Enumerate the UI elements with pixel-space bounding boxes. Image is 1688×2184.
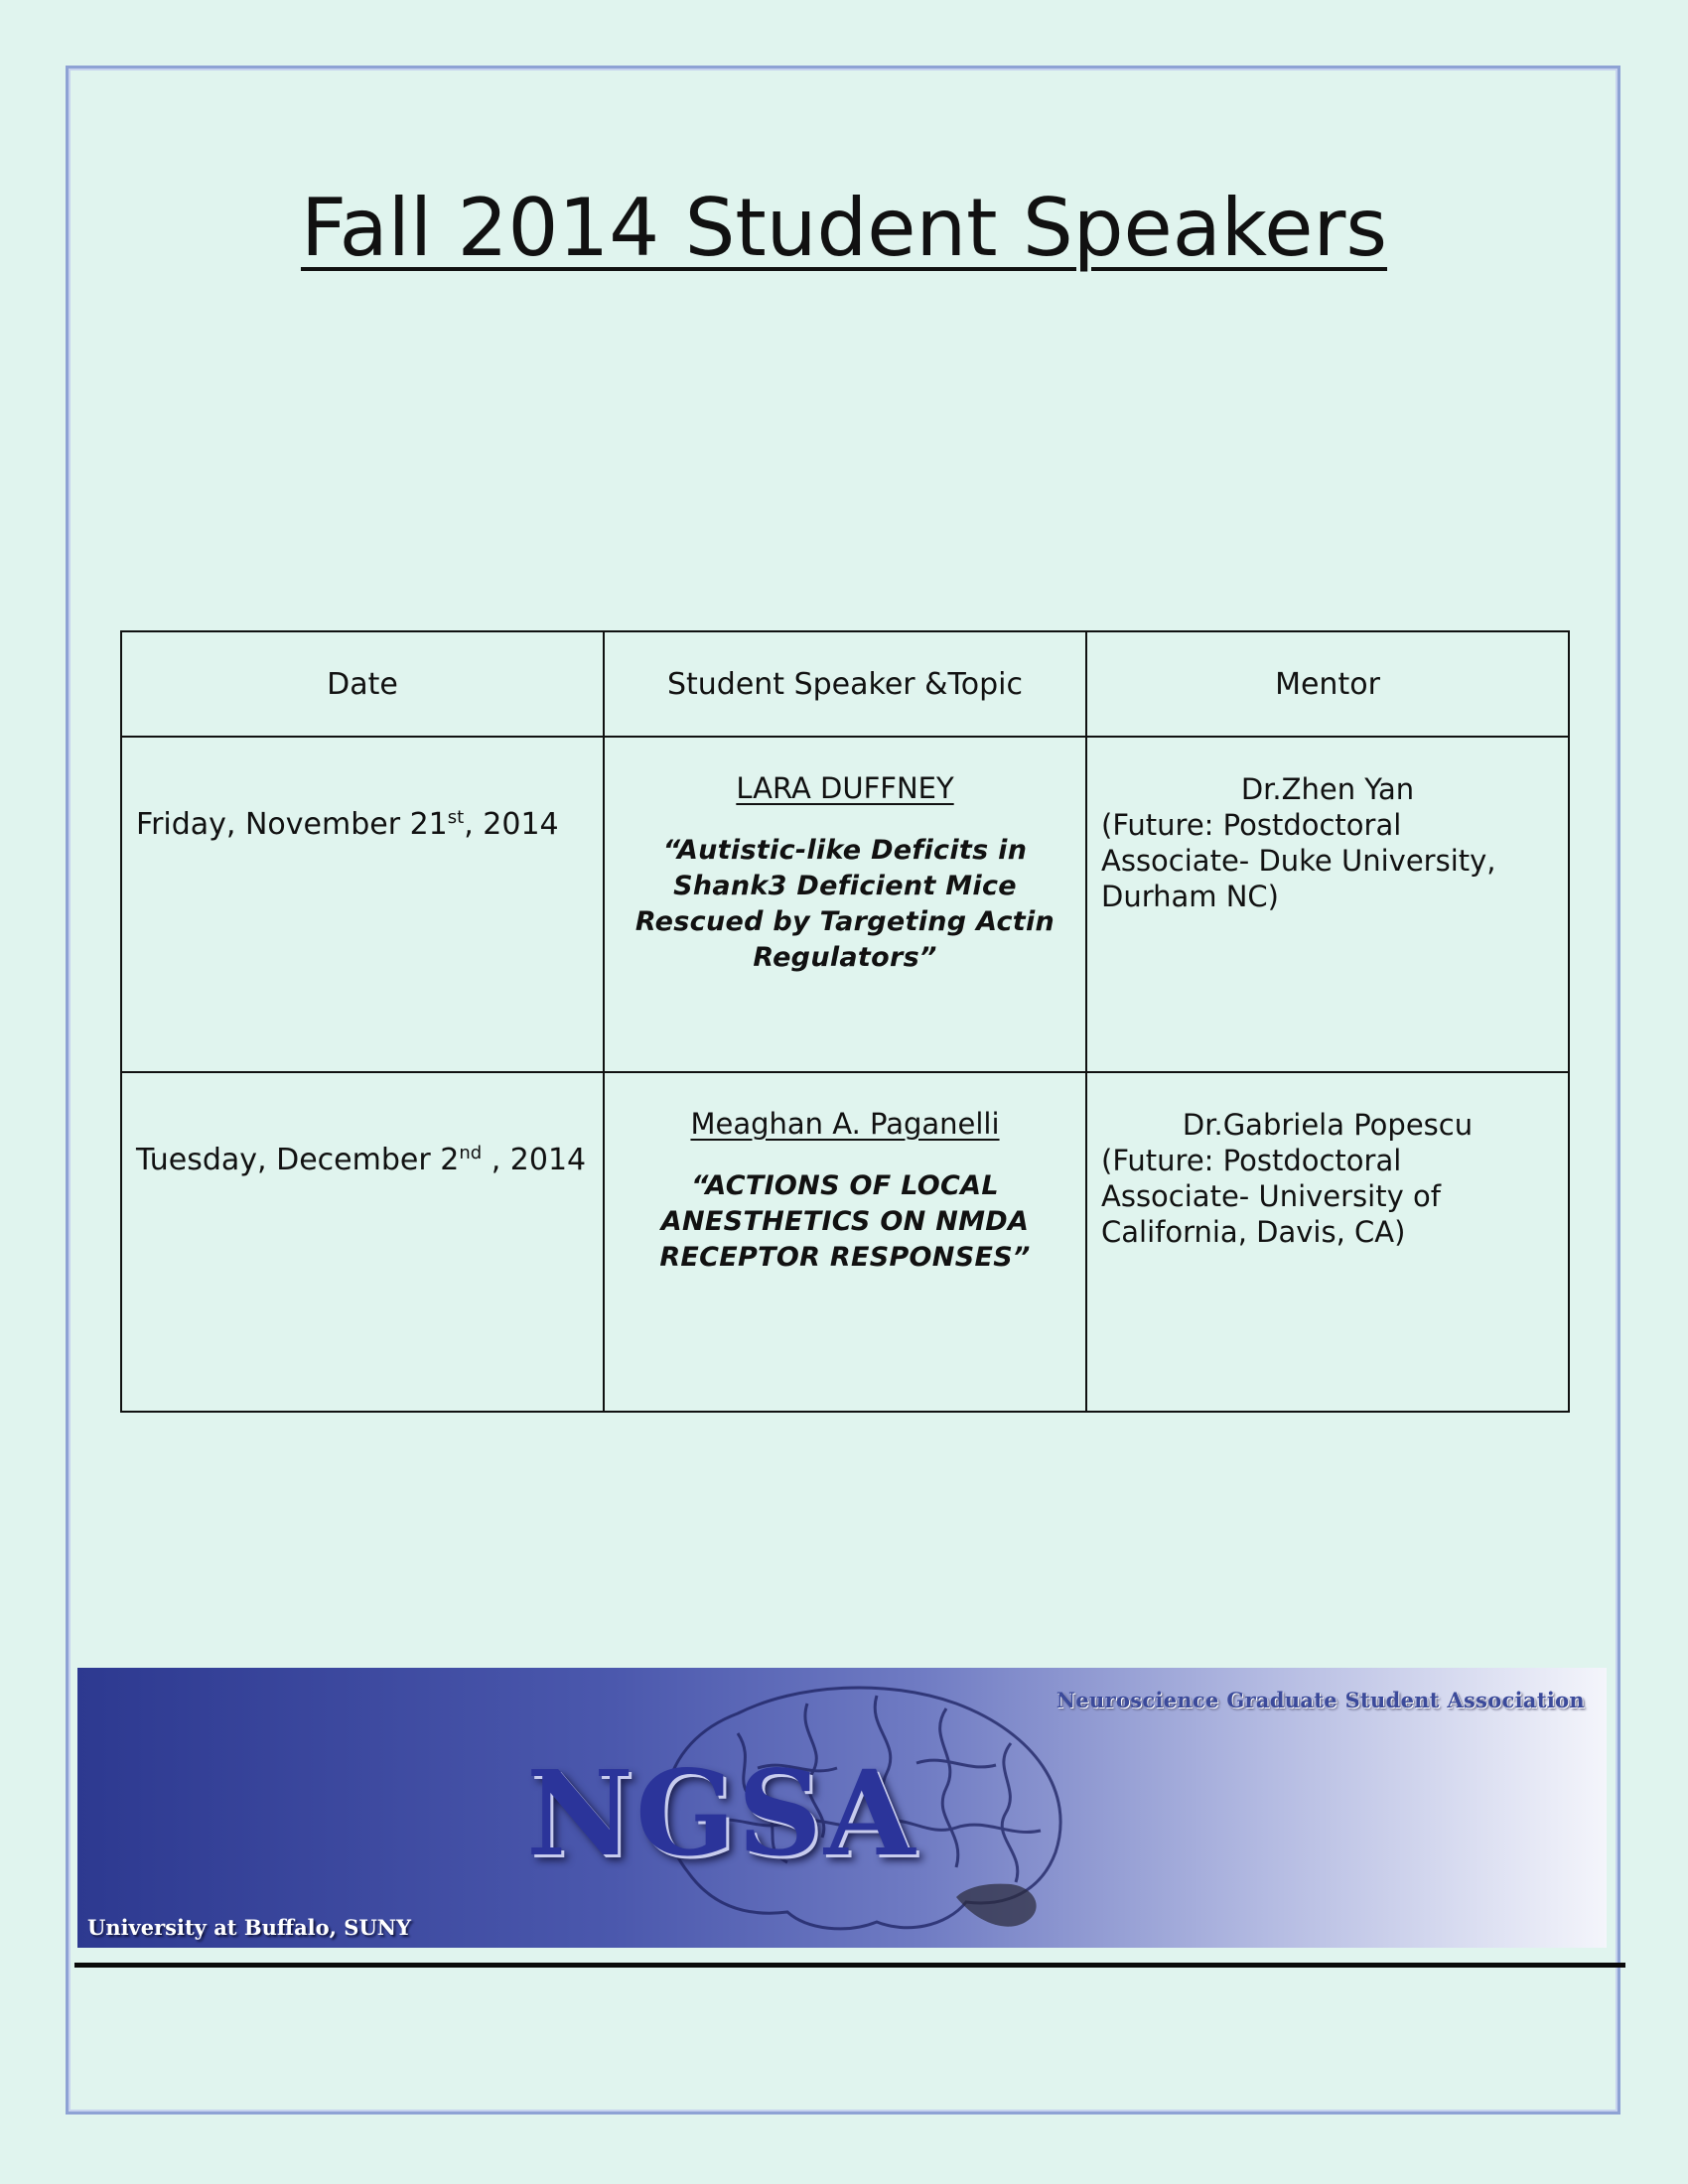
header-mentor: Mentor [1086,631,1569,737]
talk-title: “ACTIONS OF LOCAL ANESTHETICS ON NMDA RECEPTOR RESPONSES” [659,1170,1031,1273]
mentor-name: Dr.Zhen Yan [1240,772,1415,806]
date-cell [121,737,604,1072]
footer-rule [74,1963,1625,1968]
ngsa-logo-text: NGSA [526,1744,917,1882]
speaker-name: Meaghan A. Paganelli [690,1107,1000,1141]
university-name: University at Buffalo, SUNY [87,1915,411,1940]
association-name: Neuroscience Graduate Student Association [1055,1688,1585,1712]
date-cell [121,1072,604,1412]
mentor-future-position: (Future: Postdoctoral Associate- University of California, Davis, CA) [1101,1144,1441,1249]
mentor-cell [1086,1072,1569,1412]
header-speaker-topic: Student Speaker &Topic [604,631,1086,737]
talk-title: “Autistic-like Deficits in Shank3 Deficient Mice Rescued by Targeting Actin Regulators” [634,835,1055,973]
mentor-future-position: (Future: Postdoctoral Associate- Duke University, Durham NC) [1101,808,1496,913]
speaker-topic-cell [604,1072,1086,1412]
header-date: Date [121,631,604,737]
mentor-name: Dr.Gabriela Popescu [1182,1108,1474,1142]
date-text: Tuesday, December 2 [136,1143,460,1177]
table-row [121,737,1569,1072]
date-text: Friday, November 21 [136,807,448,842]
ngsa-banner [77,1668,1607,1948]
mentor-cell [1086,737,1569,1072]
speaker-topic-cell [604,737,1086,1072]
page-title [0,182,1688,274]
date-year: , 2014 [464,807,559,842]
table-header-row [121,631,1569,737]
speaker-name: LARA DUFFNEY [736,771,954,805]
speaker-schedule-table [120,630,1570,1413]
page-title-text: Fall 2014 Student Speakers [300,182,1388,274]
date-year: , 2014 [482,1143,587,1177]
table-row [121,1072,1569,1412]
date-ordinal: nd [459,1143,483,1163]
date-ordinal: st [447,807,465,828]
